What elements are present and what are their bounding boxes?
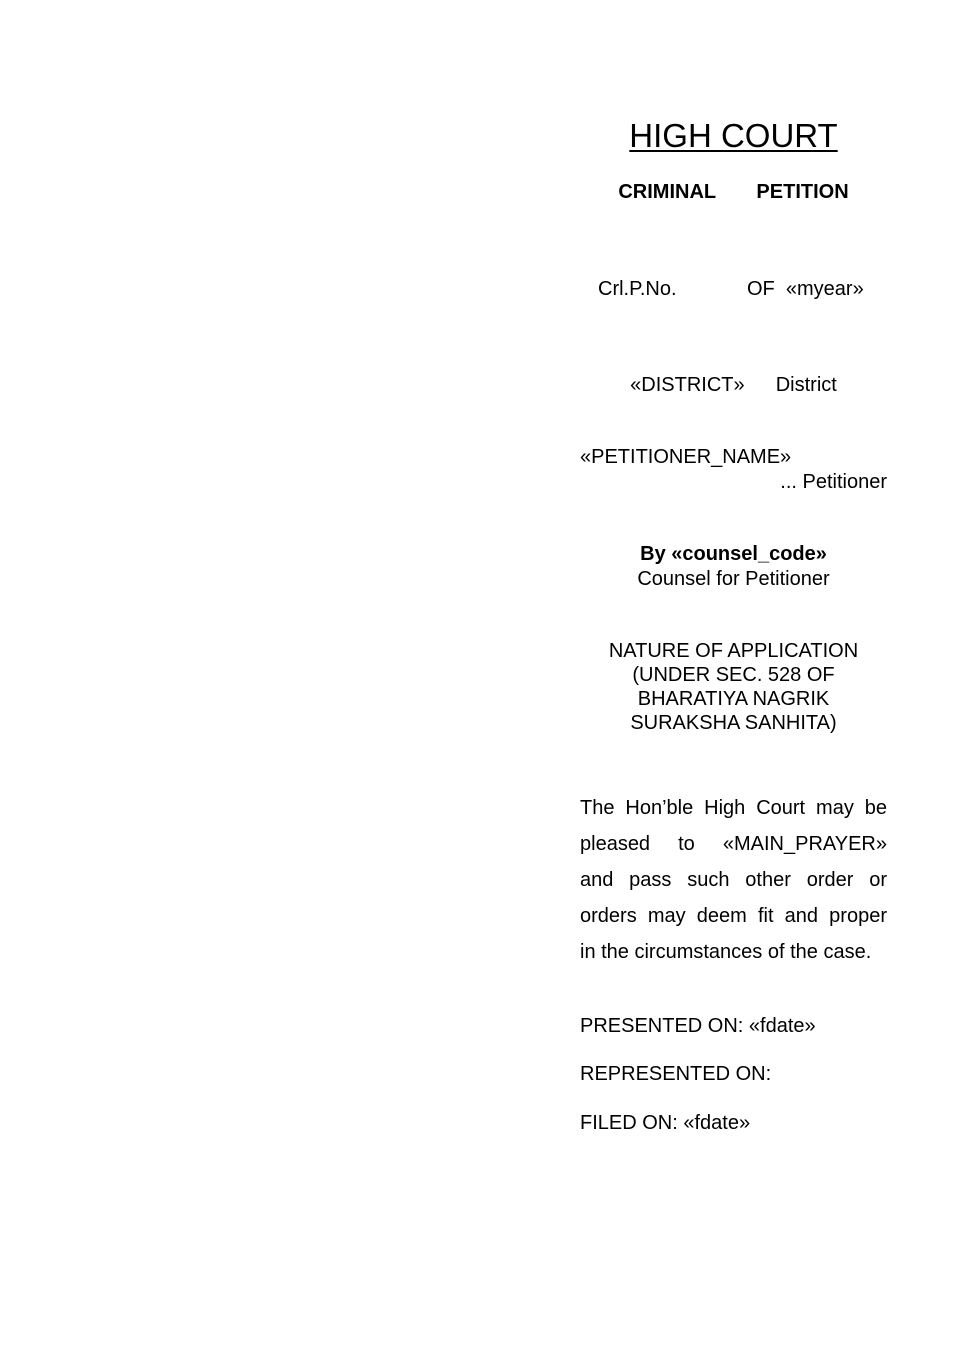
district-line: «DISTRICT» District <box>630 374 837 396</box>
court-title: HIGH COURT <box>629 117 838 154</box>
case-year: OF «myear» <box>747 278 864 300</box>
nature-line: (UNDER SEC. 528 OF <box>632 664 835 686</box>
nature-line: NATURE OF APPLICATION <box>608 640 859 662</box>
prayer-line: in the circumstances of the case. <box>580 941 872 963</box>
counsel-role: Counsel for Petitioner <box>637 568 830 590</box>
petitioner-role: ... Petitioner <box>780 471 887 493</box>
nature-line: SURAKSHA SANHITA) <box>630 712 837 734</box>
case-number-label: Crl.P.No. <box>598 278 677 300</box>
prayer-line: orders may deem fit and proper <box>580 905 887 927</box>
prayer-line: and pass such other order or <box>580 869 887 891</box>
nature-of-application <box>580 639 887 735</box>
represented-on: REPRESENTED ON: <box>580 1063 772 1085</box>
nature-line: BHARATIYA NAGRIK <box>637 688 830 710</box>
prayer-line: The Hon’ble High Court may be <box>580 797 887 819</box>
counsel-code: By «counsel_code» <box>640 543 827 565</box>
presented-on: PRESENTED ON: «fdate» <box>580 1015 816 1037</box>
petitioner-name: «PETITIONER_NAME» <box>580 446 792 468</box>
petition-type: CRIMINAL PETITION <box>618 181 849 203</box>
prayer-line: pleased to «MAIN_PRAYER» <box>580 833 887 855</box>
cover-column <box>580 0 887 1357</box>
prayer-paragraph <box>580 790 887 970</box>
filed-on: FILED ON: «fdate» <box>580 1112 751 1134</box>
